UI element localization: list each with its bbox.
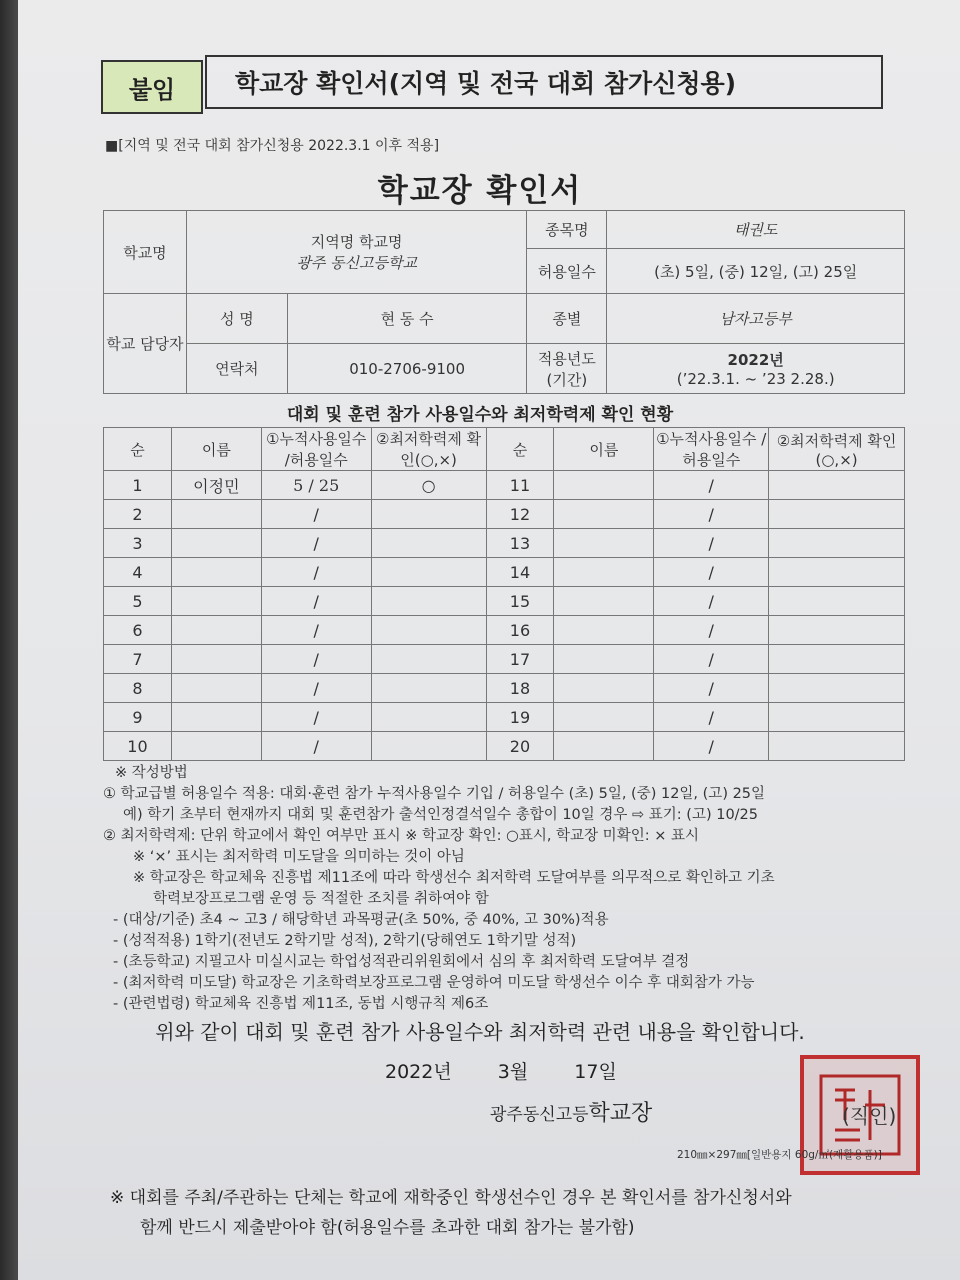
footer-note bbox=[110, 1183, 792, 1243]
student-name bbox=[171, 703, 261, 732]
student-name bbox=[554, 558, 654, 587]
academic-check bbox=[371, 529, 486, 558]
table-row bbox=[104, 529, 905, 558]
category-label: 종별 bbox=[527, 294, 607, 344]
row-number: 12 bbox=[486, 500, 554, 529]
name-value: 현 동 수 bbox=[287, 294, 527, 344]
row-number: 3 bbox=[104, 529, 172, 558]
manager-label: 학교 담당자 bbox=[104, 294, 187, 394]
instruction-line: ※ 작성방법 bbox=[115, 765, 188, 781]
academic-check bbox=[371, 558, 486, 587]
row-number: 5 bbox=[104, 587, 172, 616]
days-used: / bbox=[654, 587, 769, 616]
header-name: 이름 bbox=[171, 428, 261, 471]
table-row bbox=[104, 500, 905, 529]
school-cell bbox=[186, 211, 527, 294]
paper-spec: 210㎜×297㎜[일반용지 60g/㎡(재활용품)] bbox=[677, 1149, 882, 1161]
academic-check bbox=[371, 645, 486, 674]
row-number: 11 bbox=[486, 471, 554, 500]
academic-check bbox=[769, 703, 905, 732]
academic-check bbox=[769, 587, 905, 616]
student-name bbox=[171, 587, 261, 616]
instruction-line: 예) 학기 초부터 현재까지 대회 및 훈련참가 출석인정결석일수 총합이 10일 경우 ⇨ 표기: (고) 10/25 bbox=[123, 807, 759, 823]
days-used: / bbox=[261, 732, 371, 761]
instruction-line: - (초등학교) 지필고사 미실시교는 학업성적관리위원회에서 심의 후 최저학력 도달여부 결정 bbox=[113, 954, 690, 970]
days-used: / bbox=[261, 500, 371, 529]
student-name bbox=[171, 674, 261, 703]
academic-check bbox=[769, 616, 905, 645]
days-used: / bbox=[654, 732, 769, 761]
period-value: (’22.3.1. ~ ’23 2.28.) bbox=[676, 370, 835, 388]
row-number: 1 bbox=[104, 471, 172, 500]
academic-check bbox=[371, 616, 486, 645]
row-number: 16 bbox=[486, 616, 554, 645]
header-days: ①누적사용일수 /허용일수 bbox=[261, 428, 371, 471]
academic-check: ○ bbox=[371, 471, 486, 500]
table-row bbox=[104, 587, 905, 616]
row-number: 9 bbox=[104, 703, 172, 732]
days-used: / bbox=[654, 616, 769, 645]
table-row bbox=[104, 471, 905, 500]
usage-table bbox=[103, 427, 905, 761]
days-used: / bbox=[261, 703, 371, 732]
table-row bbox=[104, 674, 905, 703]
academic-check bbox=[371, 587, 486, 616]
days-label: 허용일수 bbox=[527, 249, 607, 294]
table-row bbox=[104, 645, 905, 674]
student-name bbox=[554, 616, 654, 645]
days-used: / bbox=[654, 529, 769, 558]
academic-check bbox=[769, 558, 905, 587]
instruction-line: ※ 학교장은 학교체육 진흥법 제11조에 따라 학생선수 최저학력 도달여부를 의무적으로 확인하고 기초 bbox=[133, 870, 775, 886]
academic-check bbox=[371, 500, 486, 529]
principal-signature bbox=[490, 1096, 652, 1127]
days-used: / bbox=[654, 558, 769, 587]
row-number: 6 bbox=[104, 616, 172, 645]
student-name bbox=[171, 645, 261, 674]
table-row bbox=[104, 616, 905, 645]
row-number: 13 bbox=[486, 529, 554, 558]
days-used: / bbox=[654, 471, 769, 500]
section-title: 대회 및 훈련 참가 사용일수와 최저학력제 확인 현황 bbox=[286, 405, 674, 425]
academic-check bbox=[769, 529, 905, 558]
school-label: 학교명 bbox=[104, 211, 187, 294]
date-month: 3월 bbox=[497, 1061, 529, 1083]
school-value: 광주 동신고등학교 bbox=[296, 254, 418, 272]
document-title: 학교장 확인서 bbox=[377, 173, 583, 209]
row-number: 2 bbox=[104, 500, 172, 529]
days-used: 5 / 25 bbox=[261, 471, 371, 500]
instruction-line: ① 학교급별 허용일수 적용: 대회·훈련 참가 누적사용일수 기입 / 허용일수 (초) 5일, (중) 12일, (고) 25일 bbox=[103, 786, 766, 802]
academic-check bbox=[371, 674, 486, 703]
student-name bbox=[171, 732, 261, 761]
days-value: (초) 5일, (중) 12일, (고) 25일 bbox=[607, 249, 905, 294]
name-label: 성 명 bbox=[186, 294, 287, 344]
row-number: 7 bbox=[104, 645, 172, 674]
days-used: / bbox=[654, 703, 769, 732]
student-name bbox=[554, 732, 654, 761]
days-used: / bbox=[261, 529, 371, 558]
contact-label: 연락처 bbox=[186, 344, 287, 394]
student-name bbox=[554, 703, 654, 732]
event-value: 태권도 bbox=[607, 211, 905, 249]
category-value: 남자고등부 bbox=[607, 294, 905, 344]
footer-line-1: ※ 대회를 주최/주관하는 단체는 학교에 재학중인 학생선수인 경우 본 확인서를 참가신청서와 bbox=[110, 1188, 792, 1208]
year-label: 적용년도 (기간) bbox=[527, 344, 607, 394]
academic-check bbox=[769, 645, 905, 674]
row-number: 19 bbox=[486, 703, 554, 732]
footer-line-2: 함께 반드시 제출받아야 함(허용일수를 초과한 대회 참가는 불가함) bbox=[140, 1218, 635, 1238]
row-number: 17 bbox=[486, 645, 554, 674]
student-name bbox=[554, 529, 654, 558]
student-name bbox=[554, 645, 654, 674]
student-name bbox=[554, 587, 654, 616]
seal-label: (직인) bbox=[842, 1104, 897, 1128]
instruction-line: - (관련법령) 학교체육 진흥법 제11조, 동법 시행규칙 제6조 bbox=[113, 996, 489, 1012]
instruction-line: - (성적적용) 1학기(전년도 2학기말 성적), 2학기(당해연도 1학기말 성적) bbox=[113, 933, 577, 949]
days-used: / bbox=[261, 558, 371, 587]
applied-note: ■[지역 및 전국 대회 참가신청용 2022.3.1 이후 적용] bbox=[105, 138, 440, 154]
academic-check bbox=[769, 500, 905, 529]
days-used: / bbox=[654, 674, 769, 703]
student-name bbox=[171, 558, 261, 587]
contact-value: 010-2706-9100 bbox=[287, 344, 527, 394]
days-used: / bbox=[654, 500, 769, 529]
instruction-line: - (대상/기준) 초4 ~ 고3 / 해당학년 과목평균(초 50%, 중 40%, 고 30%)적용 bbox=[113, 912, 609, 928]
form-header-title: 학교장 확인서(지역 및 전국 대회 참가신청용) bbox=[205, 55, 883, 109]
instruction-line: ② 최저학력제: 단위 학교에서 확인 여부만 표시 ※ 학교장 확인: ○표시, 학교장 미확인: × 표시 bbox=[103, 828, 699, 844]
row-number: 14 bbox=[486, 558, 554, 587]
student-name bbox=[171, 529, 261, 558]
instruction-line: ※ ‘×’ 표시는 최저학력 미도달을 의미하는 것이 아님 bbox=[133, 849, 465, 865]
header-check: ②최저학력제 확인(○,×) bbox=[371, 428, 486, 471]
header-check: ②최저학력제 확인(○,×) bbox=[769, 428, 905, 471]
row-number: 8 bbox=[104, 674, 172, 703]
issue-date bbox=[385, 1057, 657, 1084]
confirmation-statement: 위와 같이 대회 및 훈련 참가 사용일수와 최저학력 관련 내용을 확인합니다. bbox=[155, 1020, 805, 1044]
academic-check bbox=[769, 471, 905, 500]
student-name bbox=[554, 471, 654, 500]
student-name bbox=[171, 616, 261, 645]
header-no: 순 bbox=[486, 428, 554, 471]
writing-instructions bbox=[103, 763, 923, 1015]
row-number: 4 bbox=[104, 558, 172, 587]
header-days: ①누적사용일수 /허용일수 bbox=[654, 428, 769, 471]
days-used: / bbox=[261, 645, 371, 674]
usage-table-body bbox=[104, 428, 905, 761]
student-name bbox=[171, 500, 261, 529]
academic-check bbox=[769, 674, 905, 703]
instruction-line: 학력보장프로그램 운영 등 적절한 조치를 취하여야 함 bbox=[153, 891, 489, 907]
header-no: 순 bbox=[104, 428, 172, 471]
year-value: 2022년 bbox=[727, 351, 784, 369]
student-name bbox=[554, 500, 654, 529]
row-number: 10 bbox=[104, 732, 172, 761]
event-label: 종목명 bbox=[527, 211, 607, 249]
school-hint: 지역명 학교명 bbox=[310, 233, 403, 251]
table-row bbox=[104, 703, 905, 732]
attachment-tag: 붙임 bbox=[101, 60, 203, 114]
date-year: 2022년 bbox=[385, 1061, 452, 1083]
row-number: 18 bbox=[486, 674, 554, 703]
table-row bbox=[104, 558, 905, 587]
table-row bbox=[104, 732, 905, 761]
row-number: 15 bbox=[486, 587, 554, 616]
days-used: / bbox=[261, 674, 371, 703]
date-day: 17일 bbox=[574, 1061, 617, 1083]
academic-check bbox=[769, 732, 905, 761]
signer-title: 학교장 bbox=[588, 1101, 653, 1126]
school-info-table bbox=[103, 210, 905, 394]
student-name bbox=[554, 674, 654, 703]
days-used: / bbox=[261, 587, 371, 616]
signer-school: 광주동신고등 bbox=[490, 1105, 589, 1125]
row-number: 20 bbox=[486, 732, 554, 761]
academic-check bbox=[371, 732, 486, 761]
header-name: 이름 bbox=[554, 428, 654, 471]
days-used: / bbox=[654, 645, 769, 674]
days-used: / bbox=[261, 616, 371, 645]
student-name: 이정민 bbox=[171, 471, 261, 500]
academic-check bbox=[371, 703, 486, 732]
instruction-line: - (최저학력 미도달) 학교장은 기초학력보장프로그램 운영하여 미도달 학생선수 이수 후 대회참가 가능 bbox=[113, 975, 755, 991]
year-cell bbox=[607, 344, 905, 394]
